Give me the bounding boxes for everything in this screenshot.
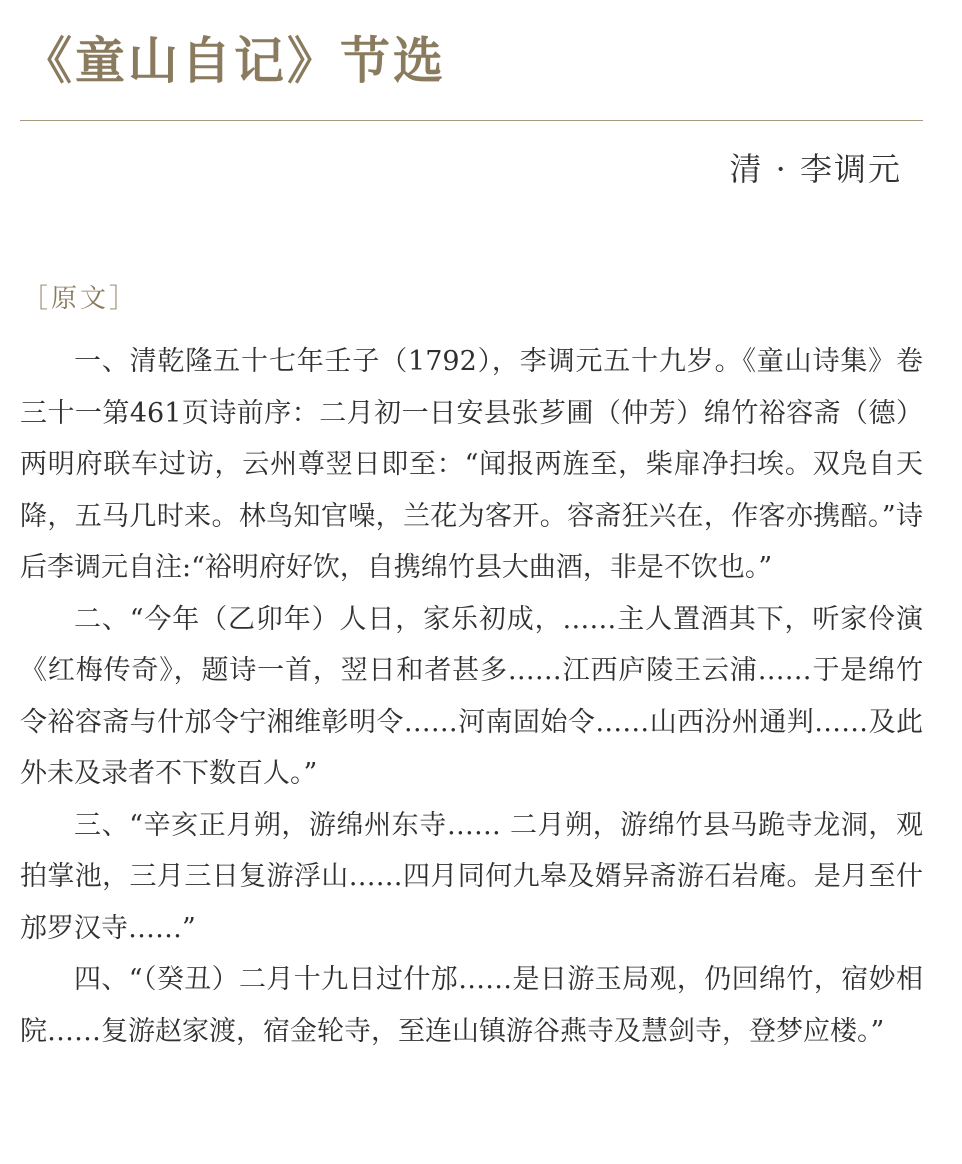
author-byline: 清 · 李调元 [729,150,902,188]
paragraph-4: 四、“（癸丑）二月十九日过什邡……是日游玉局观，仍回绵竹，宿妙相院……复游赵家渡，宿金轮寺，至连山镇游谷燕寺及慧剑寺，登梦应楼。” [20,964,923,1047]
page-title: 《童山自记》节选 [22,31,446,90]
paragraph-2: 二、“今年（乙卯年）人日，家乐初成，……主人置酒其下，听家伶演《红梅传奇》，题诗一首，翌日和者甚多……江西庐陵王云浦……于是绵竹令裕容斋与什邡令宁湘维彰明令……河南固始令……山西汾州通判……及此外未及录者不下数百人。” [20,603,923,789]
paragraph-3: 三、“辛亥正月朔，游绵州东寺…… 二月朔，游绵竹县马跪寺龙洞，观拍掌池，三月三日复游浮山……四月同何九皋及婿异斋游石岩庵。是月至什邡罗汉寺……” [20,809,923,944]
paragraph-1: 一、清乾隆五十七年壬子（1792），李调元五十九岁。《童山诗集》卷三十一第461页诗前序：二月初一日安县张芗圃（仲芳）绵竹裕容斋（德）两明府联车过访，云州尊翌日即至：“闻报两旌至，柴扉净扫埃。双凫自天降，五马几时来。林鸟知官噪，兰花为客开。容斋狂兴在，作客亦携醅。”诗后李调元自注:“裕明府好饮，自携绵竹县大曲酒，非是不饮也。” [20,346,923,583]
original-text-body [20,336,923,1057]
title-divider [20,120,923,121]
section-label-original-text: ［原文］ [22,284,139,314]
